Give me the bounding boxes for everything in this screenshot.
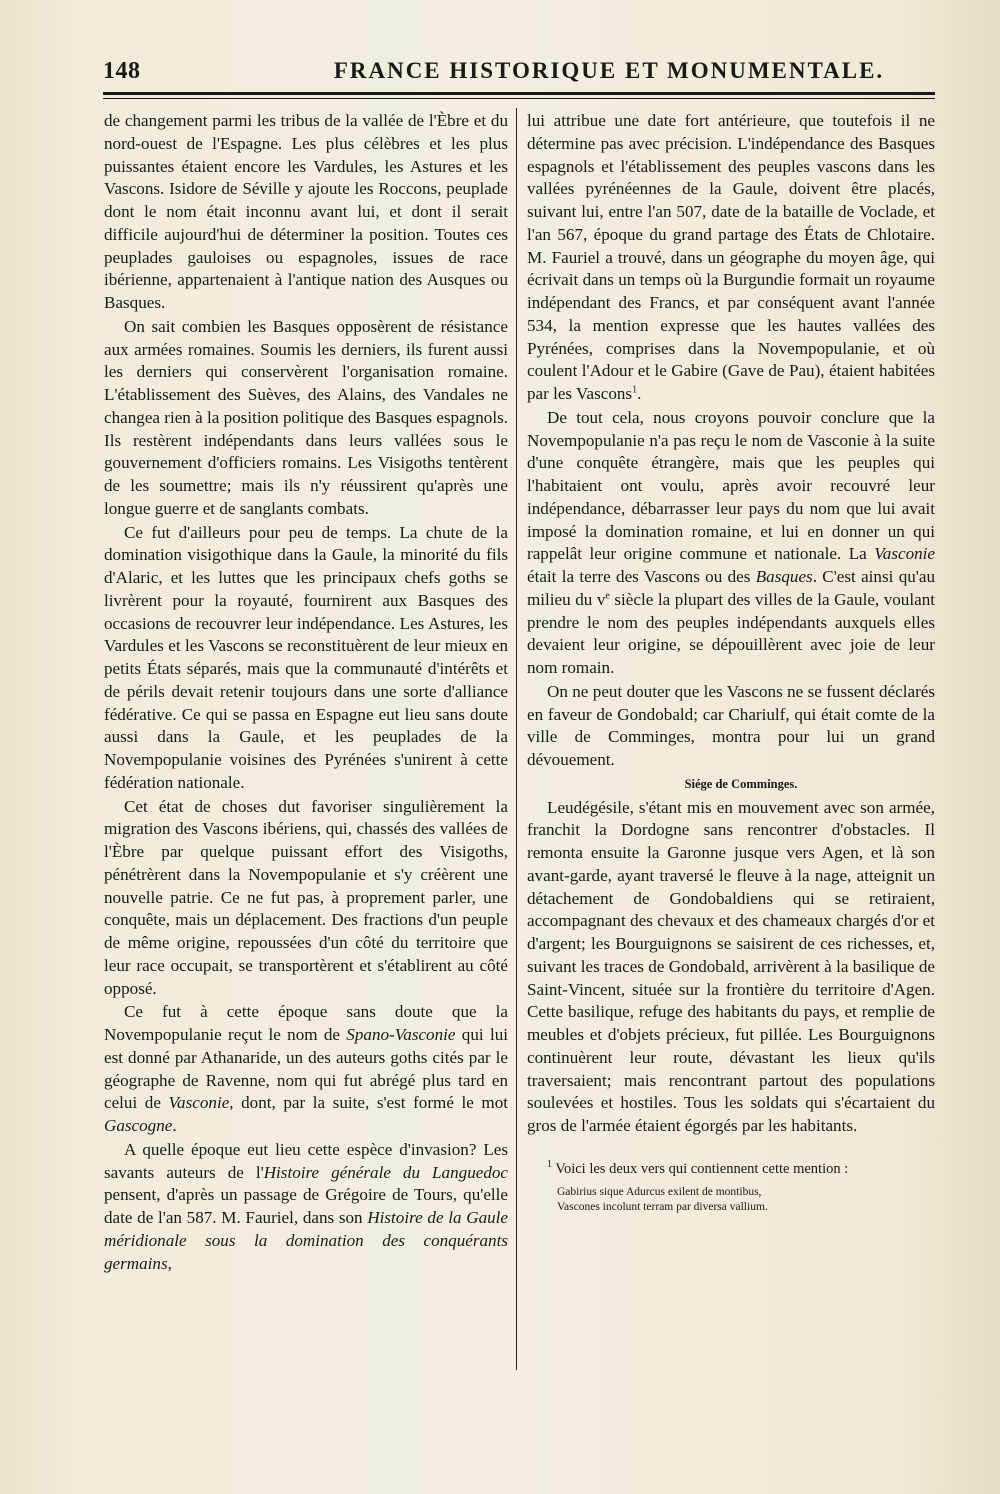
book-title: Histoire de la Gaule méridionale sous la domination des conquérants germains [104, 1208, 509, 1273]
column-divider [516, 108, 517, 1370]
paragraph: Ce fut à cette époque sans doute que la Novempopulanie reçut le nom de Spano-Vasconie qui lui est donné par Athanaride, un des auteurs goths cités par le géographe de Ravenne, nom qui fut abrégé plus tard en celui de Vasconie, dont, par la suite, s'est formé le mot Gascogne. [104, 1002, 509, 1135]
italic-term: Gascogne [104, 1116, 173, 1135]
italic-term: Basques [755, 567, 813, 586]
paragraph: On ne peut douter que les Vascons ne se fussent déclarés en faveur de Gondobald; car Chariulf, qui était comte de la ville de Comminges, montra pour lui un grand dévouement. [527, 681, 935, 769]
footnote [527, 1160, 935, 1215]
paragraph: Leudégésile, s'étant mis en mouvement avec son armée, franchit la Dordogne sans rencontrer d'obstacles. Il remonta ensuite la Garonne jusque vers Agen, et là son avant-garde, ayant traversé le fleuve à la nage, atteignit un détachement de Gondobaldiens qui se retiraient, accompagnant des chevaux et des chameaux chargés d'or et d'argent; les Bourguignons se saisirent de ces richesses, et, suivant les traces de Gondobald, arrivèrent à la basilique de Saint-Vincent, située sur la frontière du territoire d'Agen. Cette basilique, refuge des habitants du pays, et remplie de meubles et d'objets précieux, fut pillée. Les Bourguignons continuèrent leur route, dévastant les lieux qu'ils traversaient; mais rencontrant partout des populations soulevées et hostiles. Tous les soldats qui s'écartaient du gros de l'armée étaient égorgés par les habitants. [527, 797, 935, 1135]
header-thick-rule [103, 92, 935, 95]
paragraph: A quelle époque eut lieu cette espèce d'invasion? Les savants auteurs de l'Histoire générale du Languedoc pensent, d'après un passage de Grégoire de Tours, qu'elle date de l'an 587. M. Fauriel, dans son Histoire de la Gaule méridionale sous la domination des conquérants germains, [104, 1139, 509, 1273]
italic-term: Vasconie [874, 544, 935, 564]
verse-quote [557, 1185, 935, 1215]
running-title: FRANCE HISTORIQUE ET MONUMENTALE. [333, 58, 885, 83]
paragraph: lui attribue une date fort antérieure, que toutefois il ne détermine pas avec précision. L'indépendance des Basques espagnols et l'établissement des peuples vascons dans les vallées pyrénéennes de la Gaule, doivent être placés, suivant lui, entre l'an 507, date de la bataille de Voclade, et l'an 567, époque du grand partage des États de Chlotaire. M. Fauriel a trouvé, dans un géographe du moyen âge, qui écrivait dans un temps où la Burgundie formait un royaume indépendant des Francs, et par conséquent avant l'année 534, la mention expresse que les hautes vallées des Pyrénées, comprises dans la Novempopulanie, et où coulent l'Adour et le Gabire (Gave de Pau), étaient habitées par les Vascons$^1$. [527, 111, 935, 403]
verse-line: Vascones incolunt terram par diversa vallium. [557, 1200, 768, 1213]
paragraph: Ce fut d'ailleurs pour peu de temps. La chute de la domination visigothique dans la Gaule, la minorité du fils d'Alaric, et les luttes que les principaux chefs goths se livrèrent pour la royauté, fournirent aux Basques des occasions de recouvrer leur indépendance. Les Astures, les Vardules et les Vascons se reconstituèrent de leur mieux en petits États séparés, mais que la communauté d'intérêts et de périls devait retenir toujours dans une sorte d'alliance fédérative. Ce qui se passa en Espagne eut lieu sans doute aussi dans la Gaule, et les peuplades de la Novempopulanie voisines des Pyrénées s'unirent à cette fédération nationale. [104, 522, 508, 792]
paragraph: On sait combien les Basques opposèrent de résistance aux armées romaines. Soumis les derniers, ils furent aussi les derniers qui conservèrent l'organisation romaine. L'établissement des Suèves, des Alains, des Vandales ne changea rien à la position politique des Basques espagnols. Ils restèrent indépendants dans leurs vallées sous le gouvernement d'officiers romains. Les Visigoths tentèrent de les soumettre; mais ils n'y réussirent qu'après une longue guerre et de sanglants combats. [104, 316, 508, 518]
book-title: Histoire générale du Languedoc [263, 1162, 509, 1182]
verse-line: Gabirius sique Adurcus exilent de montibus, [557, 1185, 762, 1198]
footnote-text: $^1$ Voici les deux vers qui contiennent cette mention : [547, 1158, 849, 1177]
section-heading: Siége de Comminges. [684, 776, 798, 791]
italic-term: Vasconie [168, 1093, 230, 1113]
footnote-reference: 1 [632, 384, 638, 396]
paragraph: De tout cela, nous croyons pouvoir conclure que la Novempopulanie n'a pas reçu le nom de Vasconie à la suite d'une conquête étrangère, mais que les peuples qui l'habitaient ont voulu, après avoir recouvré leur indépendance, débarrasser leur pays du nom que lui avait imposé la domination romaine, et lui en donner un qui rappelât leur origine commune et nationale. La Vasconie était la terre des Vascons ou des Basques. C'est ainsi qu'au milieu du $v^e$ siècle la plupart des villes de la Gaule, voulant prendre le nom des peuples indépendants auxquels elles devaient leur origine, se dépouillèrent avec joie de leur nom romain. [527, 407, 936, 677]
footnote-mark: 1 [547, 1158, 552, 1170]
italic-term: Spano-Vasconie [346, 1025, 456, 1044]
paragraph: de changement parmi les tribus de la vallée de l'Èbre et du nord-ouest de l'Espagne. Les plus célèbres et les plus puissantes étaient encore les Vardules, les Astures et les Vascons. Isidore de Séville y ajoute les Roccons, peuplade dont le nom était inconnu avant lui, et dont il serait difficile aujourd'hui de déterminer la position. Toutes ces peuplades gauloises ou espagnoles, issues de race ibérienne, appartenaient à l'antique nation des Ausques ou Basques. [104, 111, 508, 312]
paragraph: Cet état de choses dut favoriser singulièrement la migration des Vascons ibériens, qui, chassés des vallées de l'Èbre par quelque puissant effort des Visigoths, pénétrèrent dans la Novempopulanie et s'y créèrent une nouvelle patrie. Ce ne fut pas, à proprement parler, une conquête, mais un déplacement. Des fractions d'un peuple de même origine, repoussées d'un côté du territoire que leur race occupait, se transportèrent et s'établirent au côté opposé. [104, 796, 508, 998]
left-column [104, 110, 508, 1275]
header-thin-rule [103, 98, 935, 99]
right-column [527, 110, 935, 1215]
page-header [103, 54, 935, 94]
page-number: 148 [103, 58, 141, 84]
